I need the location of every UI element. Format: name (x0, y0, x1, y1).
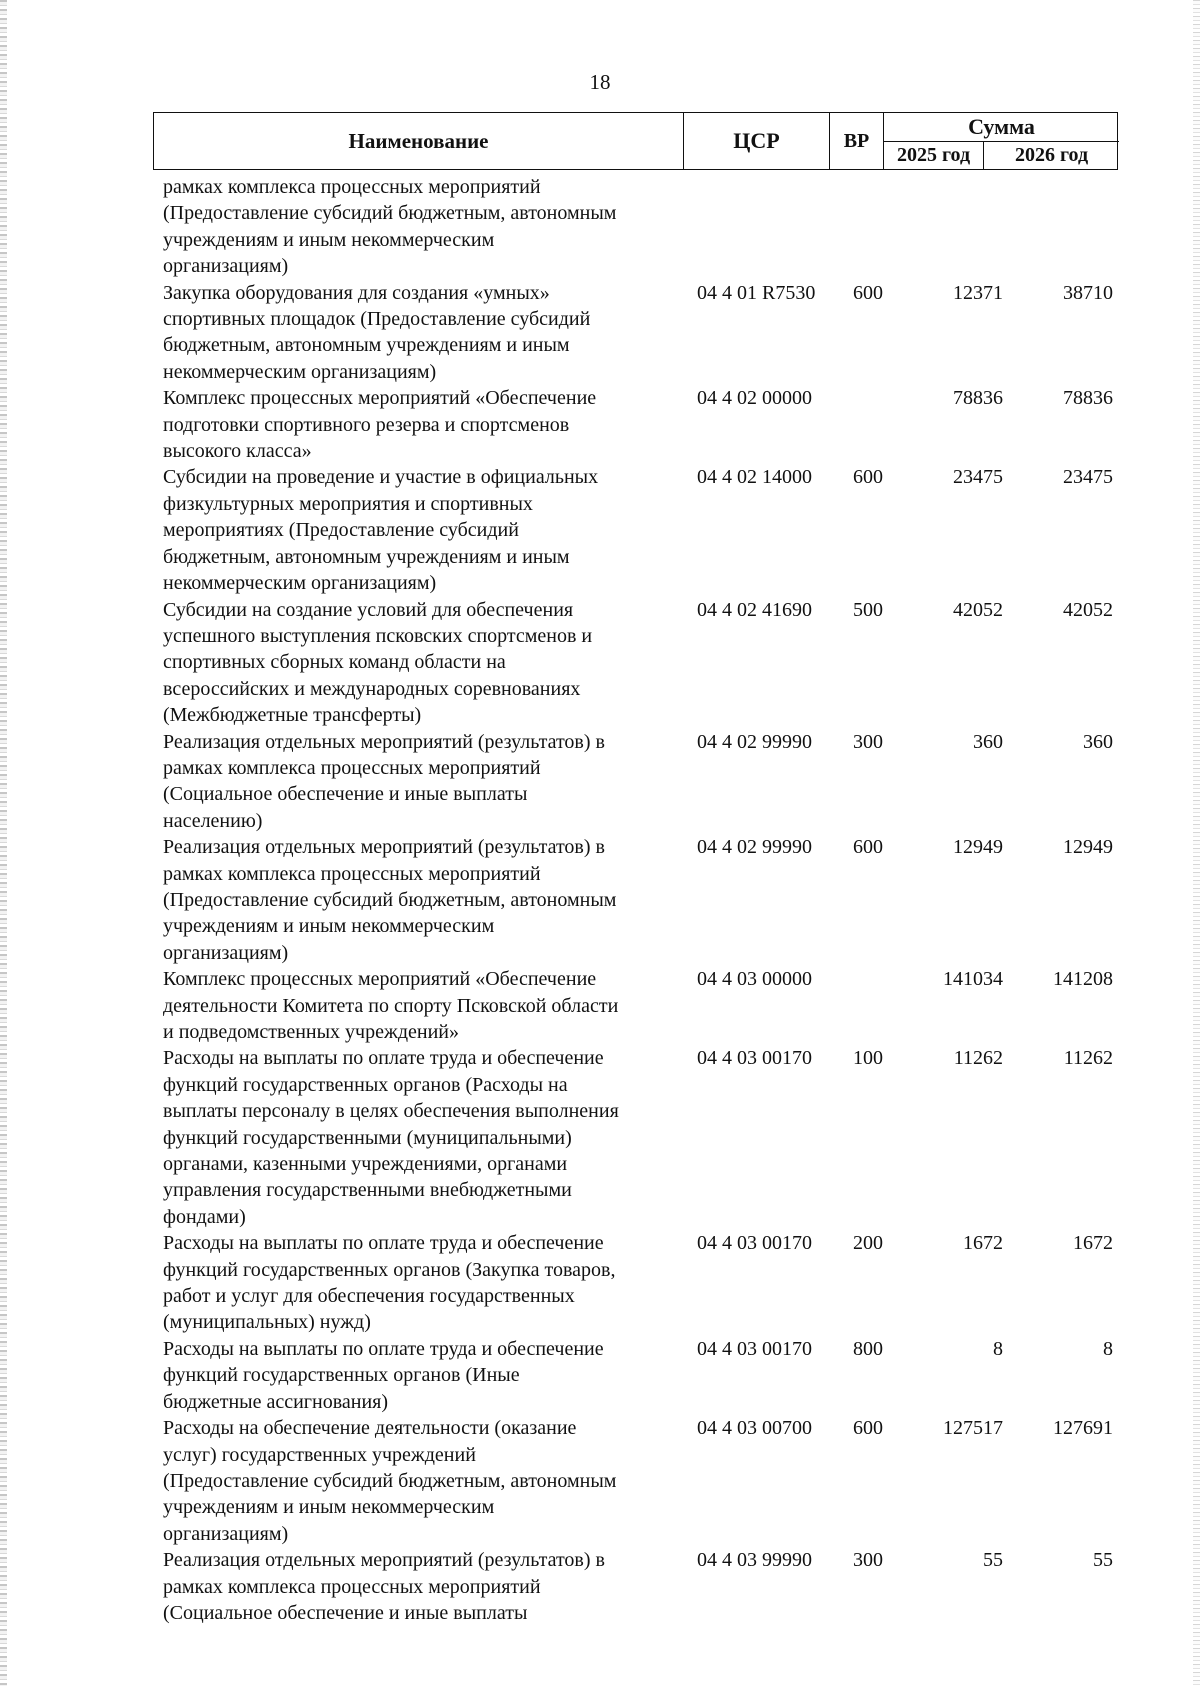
table-body (163, 174, 1113, 1626)
row-amount-2025: 42052 (953, 598, 1003, 621)
row-name: Субсидии на создание условий для обеспечения успешного выступления псковских спортсменов и спортивных сборных команд области на всероссийских и международных соревнованиях (Межбюджетные трансферты) (163, 598, 593, 727)
header-vr: ВР (830, 113, 884, 169)
row-amount-2026: 360 (1083, 730, 1113, 753)
row-amount-2025: 78836 (953, 387, 1003, 410)
row-amount-2025: 141034 (943, 968, 1003, 991)
row-csr-code: 04 4 03 00000 (697, 968, 812, 991)
row-csr-code: 04 4 01 R7530 (697, 281, 816, 304)
row-vr-code: 600 (853, 1417, 883, 1440)
row-name: Реализация отдельных мероприятий (результатов) в рамках комплекса процессных мероприятий (Предоставление субсидий бюджетным, автономным учреждениям и иным некоммерческим организациям) (163, 836, 617, 964)
row-amount-2026: 141208 (1053, 968, 1113, 991)
row-amount-2026: 11262 (1063, 1047, 1113, 1070)
table-row (163, 966, 1113, 1045)
row-csr-code: 04 4 02 99990 (697, 730, 812, 753)
table-row (163, 1045, 1113, 1230)
table-row (163, 280, 1113, 386)
row-name: Расходы на выплаты по оплате труда и обеспечение функций государственных органов (Расходы на выплаты персоналу в целях обеспечения выполнения функций государственными (муниципальными) органами, казенными учреждениями, органами управления государственными внебюджетными фондами) (163, 1047, 619, 1228)
header-csr: ЦСР (684, 113, 830, 169)
row-amount-2025: 11262 (953, 1047, 1003, 1070)
row-vr-code: 200 (853, 1232, 883, 1255)
table-row (163, 597, 1113, 729)
row-amount-2025: 8 (993, 1337, 1003, 1360)
row-csr-code: 04 4 03 00170 (697, 1337, 812, 1360)
row-amount-2026: 1672 (1073, 1232, 1113, 1255)
row-vr-code: 800 (853, 1337, 883, 1360)
scan-edge-left (0, 0, 7, 1686)
row-vr-code: 600 (853, 836, 883, 859)
row-name: Расходы на выплаты по оплате труда и обеспечение функций государственных органов (Закупка товаров, работ и услуг для обеспечения государственных (муниципальных) нужд) (163, 1232, 616, 1334)
row-name: Комплекс процессных мероприятий «Обеспечение подготовки спортивного резерва и спортсменов высокого класса» (163, 387, 597, 463)
row-csr-code: 04 4 02 14000 (697, 466, 812, 489)
scan-edge-right (1193, 0, 1200, 1686)
row-vr-code: 600 (853, 466, 883, 489)
row-name: Расходы на обеспечение деятельности (оказание услуг) государственных учреждений (Предоставление субсидий бюджетным, автономным учреждениям и иным некоммерческим организациям) (163, 1417, 617, 1545)
row-amount-2026: 42052 (1063, 598, 1113, 621)
row-amount-2025: 55 (983, 1549, 1003, 1572)
table-row (163, 464, 1113, 596)
row-csr-code: 04 4 03 00170 (697, 1047, 812, 1070)
row-amount-2026: 8 (1103, 1337, 1113, 1360)
row-amount-2026: 78836 (1063, 387, 1113, 410)
table-row (163, 729, 1113, 835)
row-vr-code: 100 (853, 1047, 883, 1070)
row-amount-2026: 38710 (1063, 281, 1113, 304)
table-row (163, 1547, 1113, 1626)
table-row (163, 385, 1113, 464)
row-csr-code: 04 4 02 00000 (697, 387, 812, 410)
row-name: Субсидии на проведение и участие в официальных физкультурных мероприятия и спортивных мероприятиях (Предоставление субсидий бюджетным, автономным учреждениям и иным некоммерческим организациям) (163, 466, 599, 595)
row-name: Реализация отдельных мероприятий (результатов) в рамках комплекса процессных мероприятий (Социальное обеспечение и иные выплаты (163, 1549, 605, 1624)
row-csr-code: 04 4 03 99990 (697, 1549, 812, 1572)
row-amount-2025: 360 (973, 730, 1003, 753)
row-name: Расходы на выплаты по оплате труда и обеспечение функций государственных органов (Иные бюджетные ассигнования) (163, 1337, 604, 1413)
row-name: рамках комплекса процессных мероприятий (Предоставление субсидий бюджетным, автономным учреждениям и иным некоммерческим организациям) (163, 176, 617, 278)
table-header (153, 112, 1118, 170)
page-number: 18 (589, 70, 611, 94)
row-amount-2026: 127691 (1053, 1417, 1113, 1440)
row-vr-code: 300 (853, 730, 883, 753)
row-amount-2025: 12371 (953, 281, 1003, 304)
row-name: Закупка оборудования для создания «умных» спортивных площадок (Предоставление субсидий бюджетным, автономным учреждениям и иным некоммерческим организациям) (163, 281, 591, 383)
header-name: Наименование (154, 113, 684, 169)
row-csr-code: 04 4 03 00170 (697, 1232, 812, 1255)
row-amount-2025: 127517 (943, 1417, 1003, 1440)
table-row (163, 1415, 1113, 1547)
row-csr-code: 04 4 02 99990 (697, 836, 812, 859)
row-amount-2025: 1672 (963, 1232, 1003, 1255)
row-vr-code: 300 (853, 1549, 883, 1572)
table-row (163, 1336, 1113, 1415)
table-row (163, 174, 1113, 280)
table-row (163, 1230, 1113, 1336)
header-year-2026: 2026 год (1014, 144, 1089, 166)
row-amount-2026: 23475 (1063, 466, 1113, 489)
row-vr-code: 600 (853, 281, 883, 304)
table-row (163, 834, 1113, 966)
row-amount-2025: 23475 (953, 466, 1003, 489)
row-name: Реализация отдельных мероприятий (результатов) в рамках комплекса процессных мероприятий (Социальное обеспечение и иные выплаты населению) (163, 730, 605, 832)
header-sum: Сумма (884, 113, 1119, 142)
row-csr-code: 04 4 02 41690 (697, 598, 812, 621)
row-amount-2026: 12949 (1063, 836, 1113, 859)
row-amount-2026: 55 (1093, 1549, 1113, 1572)
row-vr-code: 500 (853, 598, 883, 621)
row-csr-code: 04 4 03 00700 (697, 1417, 812, 1440)
row-amount-2025: 12949 (953, 836, 1003, 859)
row-name: Комплекс процессных мероприятий «Обеспечение деятельности Комитета по спорту Псковской области и подведомственных учреждений» (163, 968, 619, 1043)
header-year-2025: 2025 год (884, 142, 984, 169)
